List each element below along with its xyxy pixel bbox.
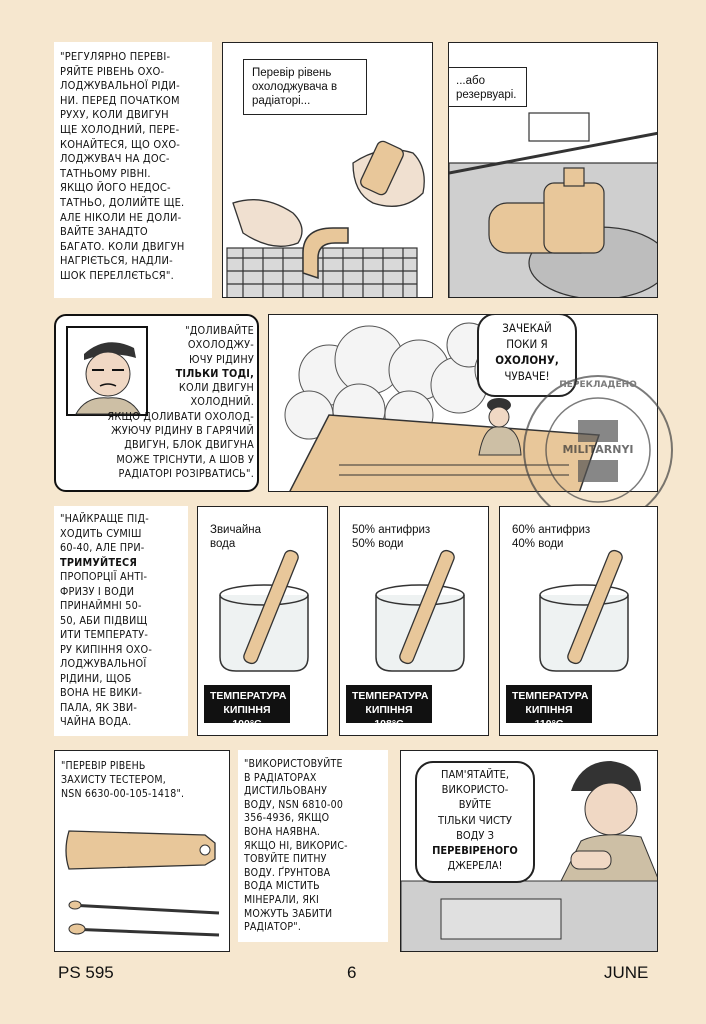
translated-stamp <box>520 372 676 528</box>
temp-line: ТЕМПЕРАТУРА <box>352 690 429 702</box>
caption-line: ТРИМУЙТЕСЯ <box>60 555 138 569</box>
caption-line: НАГРIЄТЬСЯ, НАДЛИ- <box>60 254 173 268</box>
radiator-caption <box>243 59 367 115</box>
temp-line: ТЕМПЕРАТУРА <box>512 690 589 702</box>
beaker-panel-water <box>197 506 328 736</box>
caption-line: ХОЛОДНИЙ. <box>190 395 254 409</box>
mix-caption-panel <box>54 506 188 736</box>
caption-line: КОЛИ ДВИГУН <box>178 381 254 395</box>
caption-line: ТАТНЬОМУ РIВНI. <box>60 166 151 180</box>
caption-line: NSN 6630-00-105-1418". <box>61 788 185 800</box>
balloon-line: ЧУВАЧЕ! <box>504 369 550 383</box>
caption-line: Перевiр рiвень <box>252 67 332 79</box>
balloon-line: ДЖЕРЕЛА! <box>447 859 503 873</box>
caption-line: 60-40, АЛЕ ПРИ- <box>60 541 145 554</box>
caption-line: КОНАЙТЕСЯ, ЩО ОХО- <box>60 137 181 151</box>
caption-line: МОЖЕ ТРIСНУТИ, А ШОВ У <box>116 452 254 466</box>
caption-line: ВОНА НАЯВНА. <box>244 825 321 838</box>
footer-issue: PS 595 <box>58 963 114 982</box>
caption-line: 50, АБИ ПIДВИЩ <box>60 613 148 627</box>
balloon-line: ТIЛЬКИ ЧИСТУ <box>438 813 512 827</box>
tester-panel <box>54 750 230 952</box>
caption-line: ДИСТИЛЬОВАНУ <box>244 785 328 798</box>
caption-line: ЮЧУ РIДИНУ <box>189 352 254 366</box>
reservoir-panel <box>448 42 658 298</box>
caption-line: 356-4936, ЯКЩО <box>244 812 330 825</box>
caption-line: охолоджувача в <box>252 81 338 93</box>
caption-line: ВОДА МIСТИТЬ <box>244 880 320 893</box>
caption-line: РУ КИПIННЯ ОХО- <box>60 642 153 656</box>
caption-line: МОЖУТЬ ЗАБИТИ <box>244 907 333 920</box>
caption-line: НИ. ПЕРЕД ПОЧАТКОМ <box>60 93 180 107</box>
caption-line: ЗАХИСТУ ТЕСТЕРОМ, <box>61 774 166 786</box>
intro-caption-panel <box>54 42 212 298</box>
caption-line: ФРИЗУ I ВОДИ <box>60 584 135 598</box>
tester-caption <box>61 759 227 801</box>
caption-line: "ВИКОРИСТОВУЙТЕ <box>244 758 343 770</box>
reservoir-caption <box>448 67 527 107</box>
label-line: 40% води <box>512 538 564 550</box>
caption-line: ВОДУ. ҐРУНТОВА <box>244 866 331 879</box>
balloon-line: ПОКИ Я <box>506 337 548 351</box>
caption-line: ОХОЛОДЖУ- <box>187 338 254 352</box>
footer-page-number: 6 <box>347 963 357 982</box>
caption-line: ЛОДЖУВАЧ НА ДОС- <box>60 152 170 166</box>
caption-line: ВАЙТЕ ЗАНАДТО <box>60 225 148 239</box>
boiling-temp-badge <box>506 685 592 730</box>
distilled-caption-panel <box>238 750 388 942</box>
caption-line: ТАТНЬО, ДОЛИЙТЕ ЩЕ. <box>60 195 185 209</box>
caption-line: РУХУ, КОЛИ ДВИГУН <box>60 108 169 122</box>
caption-line: ЯКЩО НI, ВИКОРИС- <box>244 839 348 852</box>
caption-line: ДВИГУН, БЛОК ДВИГУНА <box>124 438 254 452</box>
caption-line: "ПЕРЕВIР РIВЕНЬ <box>61 760 146 772</box>
caption-line: РАДIАТОР". <box>244 921 302 934</box>
caption-line: "РЕГУЛЯРНО ПЕРЕВI- <box>60 50 171 63</box>
caption-line: ВОНА НЕ ВИКИ- <box>60 686 143 699</box>
caption-line: АЛЕ НIКОЛИ НЕ ДОЛИ- <box>60 210 182 224</box>
label-line: 50% антифриз <box>352 524 431 536</box>
stamp-center-text: MILITARNYI <box>562 443 634 456</box>
label-line: 60% антифриз <box>512 524 591 536</box>
beaker-label <box>504 517 634 559</box>
caption-line: "НАЙКРАЩЕ ПIД- <box>60 512 149 525</box>
beaker-panel-50-50 <box>339 506 489 736</box>
balloon-line: ВУЙТЕ <box>458 798 492 812</box>
balloon-line: ПАМ'ЯТАЙТЕ, <box>441 768 509 781</box>
beaker-label <box>344 517 464 559</box>
intro-caption <box>60 50 210 284</box>
caption-line: ЛОДЖУВАЛЬНОЇ РIДИ- <box>60 79 180 93</box>
coolant-tester-illustration <box>55 813 230 952</box>
stamp-top-text: ПЕРЕКЛАДЕНО <box>559 380 637 390</box>
caption-line: радiаторi... <box>252 95 311 107</box>
caption-line: МIНЕРАЛИ, ЯКI <box>244 893 319 906</box>
balloon-line: ЗАЧЕКАЙ <box>502 321 552 335</box>
temp-line: КИПIННЯ 100°C <box>223 704 271 730</box>
caption-line: резервуарi. <box>456 89 517 101</box>
label-line: Звичайна <box>210 524 262 536</box>
clean-water-speech-balloon <box>415 761 535 883</box>
caption-line: ...або <box>456 75 485 87</box>
caption-line: ХОДИТЬ СУМIШ <box>60 526 142 540</box>
balloon-line: ВИКОРИСТО- <box>441 783 509 797</box>
caption-line: ЯКЩО ДОЛИВАТИ ОХОЛОД- <box>107 409 254 423</box>
caption-line: В РАДIАТОРАХ <box>244 771 317 784</box>
caption-line: "ДОЛИВАЙТЕ <box>185 324 254 337</box>
balloon-line: ВОДУ З <box>456 828 494 842</box>
caption-line: ЧАЙНА ВОДА. <box>60 715 132 728</box>
caption-line: ИТИ ТЕМПЕРАТУ- <box>60 628 149 641</box>
caption-line: ЖУЮЧУ РIДИНУ В ГАРЯЧИЙ <box>111 424 254 438</box>
caption-line: ВОДУ, NSN 6810-00 <box>244 798 344 811</box>
caption-line: ЩЕ ХОЛОДНИЙ, ПЕРЕ- <box>60 122 180 136</box>
distilled-caption <box>244 758 384 935</box>
caption-line: ПРИНАЙМНI 50- <box>60 599 142 612</box>
temp-line: ТЕМПЕРАТУРА <box>210 690 287 702</box>
boiling-temp-badge <box>204 685 290 730</box>
temp-line: КИПIННЯ 108°C <box>365 704 413 730</box>
wait-caption-panel <box>54 314 259 492</box>
balloon-line: ПЕРЕВIРЕНОГО <box>432 844 518 858</box>
footer-month: JUNE <box>604 963 649 982</box>
mix-caption <box>60 512 186 730</box>
caption-line: ТIЛЬКИ ТОДI, <box>175 366 254 380</box>
caption-line: ПАЛА, ЯК ЗВИ- <box>60 700 138 714</box>
caption-line: ПРОПОРЦIЇ АНТI- <box>60 570 148 583</box>
radiator-panel <box>222 42 433 298</box>
label-line: 50% води <box>352 538 404 550</box>
caption-line: ЯКЩО ЙОГО НЕДОС- <box>60 181 171 195</box>
caption-line: РАДIАТОРI РОЗIРВАТИСЬ". <box>118 466 254 480</box>
beaker-panel-60-40 <box>499 506 658 736</box>
caption-line: ТОВУЙТЕ ПИТНУ <box>244 853 327 866</box>
caption-line: РIДИНИ, ЩОБ <box>60 671 132 685</box>
caption-line: ЛОДЖУВАЛЬНОЇ <box>60 657 147 670</box>
balloon-line: ОХОЛОНУ, <box>495 353 559 367</box>
wait-caption <box>62 324 254 481</box>
temp-line: КИПIННЯ 110°C <box>525 704 573 730</box>
beaker-label <box>202 517 276 559</box>
caption-line: ШОК ПЕРЕЛЛЄТЬСЯ". <box>60 268 174 282</box>
caption-line: БАГАТО. КОЛИ ДВИГУН <box>60 239 185 253</box>
clean-water-panel <box>400 750 658 952</box>
caption-line: РЯЙТЕ РIВЕНЬ ОХО- <box>60 64 165 78</box>
label-line: вода <box>210 538 236 550</box>
boiling-temp-badge <box>346 685 432 730</box>
